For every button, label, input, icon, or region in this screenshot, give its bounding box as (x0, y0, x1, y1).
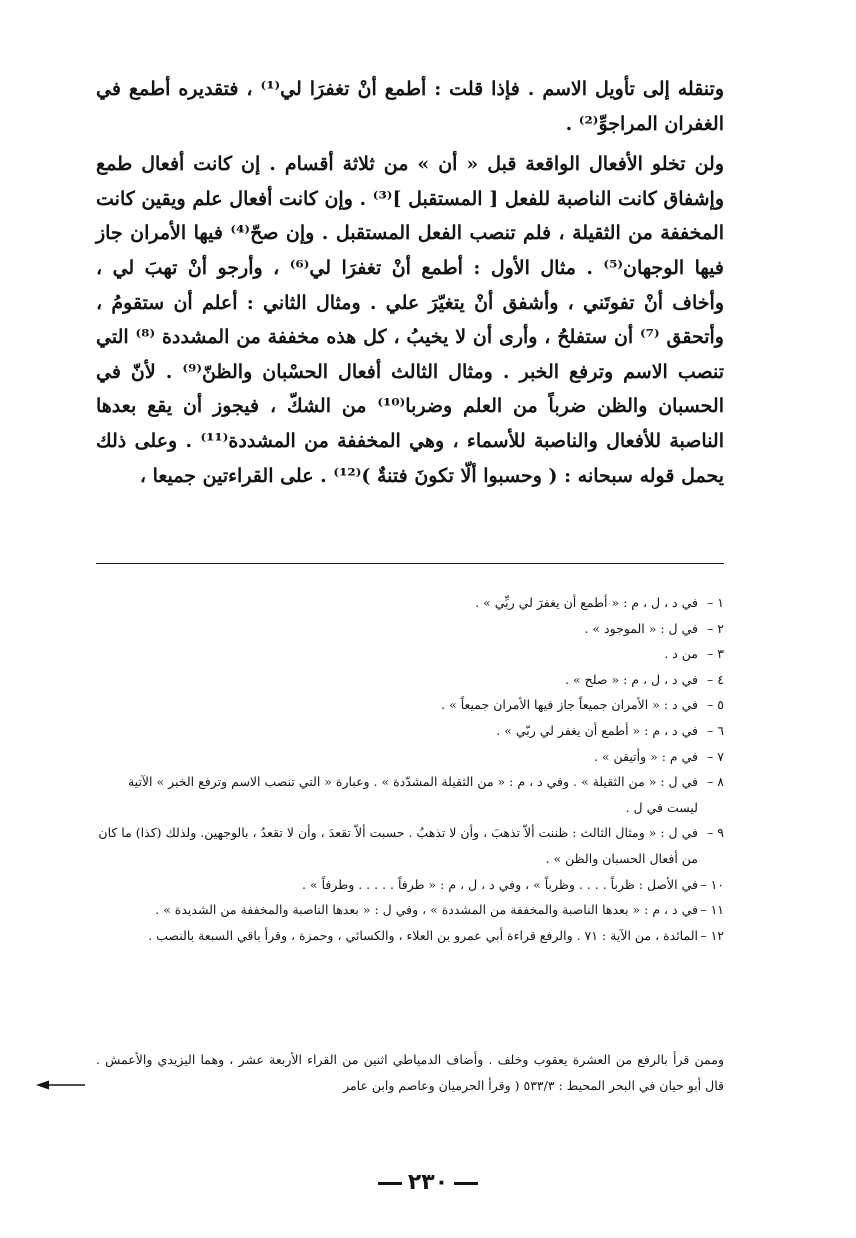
footnote-number: ٥ – (707, 697, 724, 713)
continuation-arrow-icon (36, 1079, 86, 1091)
footnote-number: ١٢ – (700, 927, 724, 943)
footnote-number: ١٠ – (700, 876, 724, 892)
footnote-text: المائدة ، من الآية : ٧١ . والرفع قراءة أبي عمرو بن العلاء ، والكسائي ، وحمزة ، وقرأ باقي السبعة بالنصب . (148, 927, 698, 943)
dash-right (378, 1182, 402, 1185)
footnote (96, 641, 724, 667)
footnote-text: في ل : « من الثقيلة » . وفي د ، م : « من الثقيلة المشدّدة » . وعبارة « التي تنصب الاسم وترفع الخبر » الآتية ليست في ل . (127, 774, 698, 815)
footnote (96, 769, 724, 820)
footnote-text: في د ، ل ، م : « صلح » . (565, 671, 698, 687)
footnote (96, 744, 724, 770)
footnote-text: في الأصل : ظرباً . . . . وظرباً » ، وفي د ، ل ، م : « طرفاً . . . . . وطرفاً » . (302, 876, 698, 892)
footnote (96, 923, 724, 949)
footnote (96, 590, 724, 616)
footnote-number: ٦ – (707, 722, 724, 738)
page-number (0, 1170, 856, 1195)
dash-left (454, 1182, 478, 1185)
footnote-number: ١ – (707, 595, 724, 610)
footnote (96, 616, 724, 642)
paragraph: ولن تخلو الأفعال الواقعة قبل « أن » من ثلاثة أقسام . إن كانت أفعال طمع وإشفاق كانت الناصبة للفعل [ المستقبل ]⁽³⁾ . وإن كانت أفعال علم ويقين كانت المخففة من الثقيلة ، فلم تنصب الفعل المستقبل . وإن صحّ⁽⁴⁾ فيها الأمران جاز فيها الوجهان⁽⁵⁾ . مثال الأول : أطمع أنْ تغفرَا لي⁽⁶⁾ ، وأرجو أنْ تهبَ لي ، وأخاف أنْ تفوتَني ، وأشفق أنْ يتغيّرَ علي . ومثال الثاني : أعلم أن ستقومُ ، وأتحقق ⁽⁷⁾ أن ستفلحُ ، وأرى أن لا يخيبُ ، كل هذه مخففة من المشددة ⁽⁸⁾ التي تنصب الاسم وترفع الخبر . ومثال الثالث أفعال الحسْبان والظنّ⁽⁹⁾ . لأنّ في الحسبان والظن ضرباً من العلم وضربا⁽¹⁰⁾ من الشكّ ، فيجوز أن يقع بعدها الناصبة للأفعال والناصبة للأسماء ، وهي المخففة من المشددة⁽¹¹⁾ . وعلى ذلك يحمل قوله سبحانه : ( وحسبوا ألّا تكونَ فتنةٌ )⁽¹²⁾ . على القراءتين جميعا ، (96, 153, 724, 487)
footnote-continuation: وممن قرأ بالرفع من العشرة يعقوب وخلف . وأضاف الدمياطي اثنين من القراء الأربعة عشر ، وهما اليزيدي والأعمش . قال أبو حيان في البحر المحيط : ٥٣٣/٣ ( وقرأ الحرميان وعاصم وابن عامر (96, 1052, 724, 1093)
footnote-text: في ل : « الموجود » . (584, 620, 698, 636)
footnote-number: ١١ – (700, 902, 724, 918)
footnote-text: في م : « وأتيقن » . (593, 748, 698, 764)
page-number-value: ٢٣٠ (407, 1170, 449, 1195)
footnote (96, 692, 724, 718)
footnote-number: ٧ – (707, 748, 724, 764)
footnote (96, 820, 724, 871)
footnote-number: ٣ – (707, 646, 724, 662)
footnotes (96, 590, 724, 948)
paragraph: وتنقله إلى تأويل الاسم . فإذا قلت : أطمع أنْ تغفرَا لي⁽¹⁾ ، فتقديره أطمع في الغفران المراجوِّ⁽²⁾ . (96, 78, 725, 135)
footnote (96, 872, 724, 898)
footnote (96, 897, 724, 923)
footnote-text: في د ، م : « بعدها الناصبة والمخففة من المشددة » ، وفي ل : « بعدها الناصبة والمخففة من الشديدة » . (155, 902, 698, 918)
footnote-number: ٨ – (707, 774, 724, 790)
footnote-number: ٢ – (707, 620, 724, 636)
footnote-number: ٩ – (707, 825, 724, 841)
footnote-text: في د ، م : « أطمع أن يغفر لي ربّي » . (496, 722, 698, 738)
footnote (96, 718, 724, 744)
footnote-text: في د : « الأمران جميعاً جاز فيها الأمران جميعاً » . (441, 697, 698, 713)
footnote-text: في ل : « ومثال الثالث : ظننت ألاّ تذهبَ ، وأن لا تذهبُ . حسبت ألاّ تقعدَ ، وأن لا تقعدُ ، بالوجهين. ولذلك (كذا) ما كان من أفعال الحسبان والظن » . (98, 825, 698, 866)
footnote-separator (96, 563, 724, 564)
footnote-text: في د ، ل ، م : « أطمع أن يغفرَ لي ربِّي » . (475, 595, 698, 610)
footnote (96, 667, 724, 693)
footnote-text: من د . (664, 646, 698, 662)
footnote-number: ٤ – (707, 671, 724, 687)
main-text (96, 72, 724, 493)
